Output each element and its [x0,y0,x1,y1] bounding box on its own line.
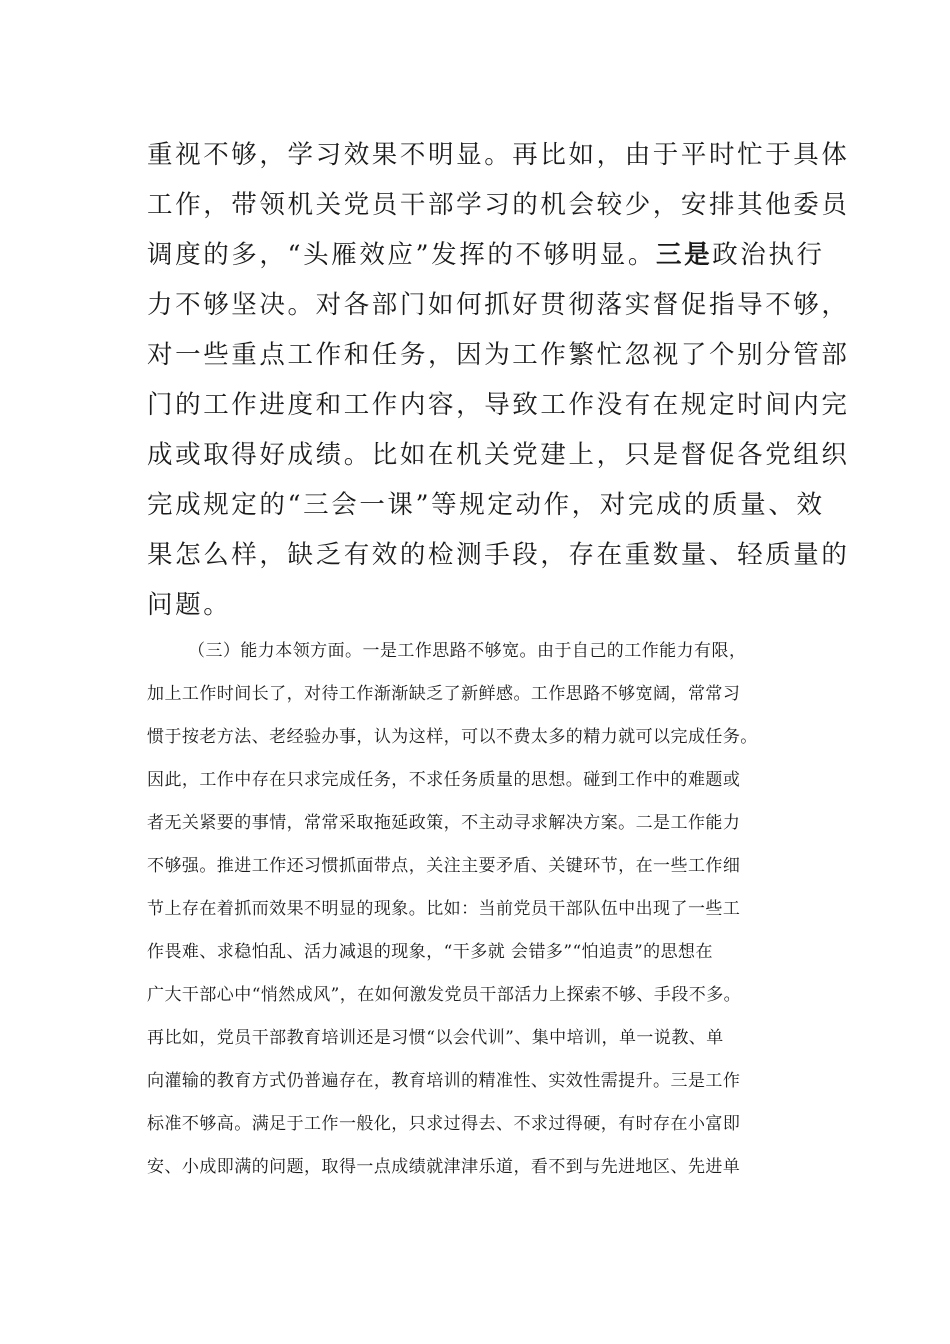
para1-line-8: 完成规定的“三会一课”等规定动作，对完成的质量、效 [147,490,825,520]
para1-line-1: 重视不够，学习效果不明显。再比如，由于平时忙于具体 [147,140,850,170]
para1-line-7: 成或取得好成绩。比如在机关党建上，只是督促各党组织 [147,440,850,470]
para1-line-5: 对一些重点工作和任务，因为工作繁忙忽视了个别分管部 [147,340,850,370]
para1-line-2: 工作，带领机关党员干部学习的机会较少，安排其他委员 [147,190,850,220]
bold-marker-san-shi: 三是 [655,240,713,270]
para2-line-6: 不够强。推进工作还习惯抓面带点，关注主要矛盾、关键环节，在一些工作细 [147,856,741,876]
para1-line-3-tail: 政治执行 [712,240,825,270]
para1-line-3 [147,235,825,271]
para2-line-11: 向灌输的教育方式仍普遍存在，教育培训的精准性、实效性需提升。三是工作 [147,1071,741,1091]
para2-line-10: 再比如，党员干部教育培训还是习惯“以会代训”、集中培训，单一说教、单 [147,1028,724,1048]
para1-line-9: 果怎么样，缺乏有效的检测手段，存在重数量、轻质量的 [147,540,850,570]
para2-line-7: 节上存在着抓而效果不明显的现象。比如：当前党员干部队伍中出现了一些工 [147,899,741,919]
para2-line-9: 广大干部心中“悄然成风”，在如何激发党员干部活力上探索不够、手段不多。 [147,985,742,1005]
para2-line-2: 加上工作时间长了，对待工作渐渐缺乏了新鲜感。工作思路不够宽阔，常常习 [147,684,741,704]
para2-line-3: 惯于按老方法、老经验办事，认为这样，可以不费太多的精力就可以完成任务。 [147,727,758,747]
para2-line-13: 安、小成即满的问题，取得一点成绩就津津乐道，看不到与先进地区、先进单 [147,1157,741,1177]
para2-line-8: 作畏难、求稳怕乱、活力减退的现象，“干多就 会错多”“怕追责”的思想在 [147,942,713,962]
para2-line-4: 因此，工作中存在只求完成任务，不求任务质量的思想。碰到工作中的难题或 [147,770,741,790]
para1-line-10: 问题。 [147,590,232,620]
para1-line-6: 门的工作进度和工作内容，导致工作没有在规定时间内完 [147,390,850,420]
para1-line-3-text: 调度的多，“头雁效应”发挥的不够明显。 [147,240,656,270]
para2-line-5: 者无关紧要的事情，常常采取拖延政策，不主动寻求解决方案。二是工作能力 [147,813,741,833]
para2-line-1: （三）能力本领方面。一是工作思路不够宽。由于自己的工作能力有限， [188,641,747,661]
para2-line-12: 标准不够高。满足于工作一般化，只求过得去、不求过得硬，有时存在小富即 [147,1114,741,1134]
para1-line-4: 力不够坚决。对各部门如何抓好贯彻落实督促指导不够， [147,290,850,320]
